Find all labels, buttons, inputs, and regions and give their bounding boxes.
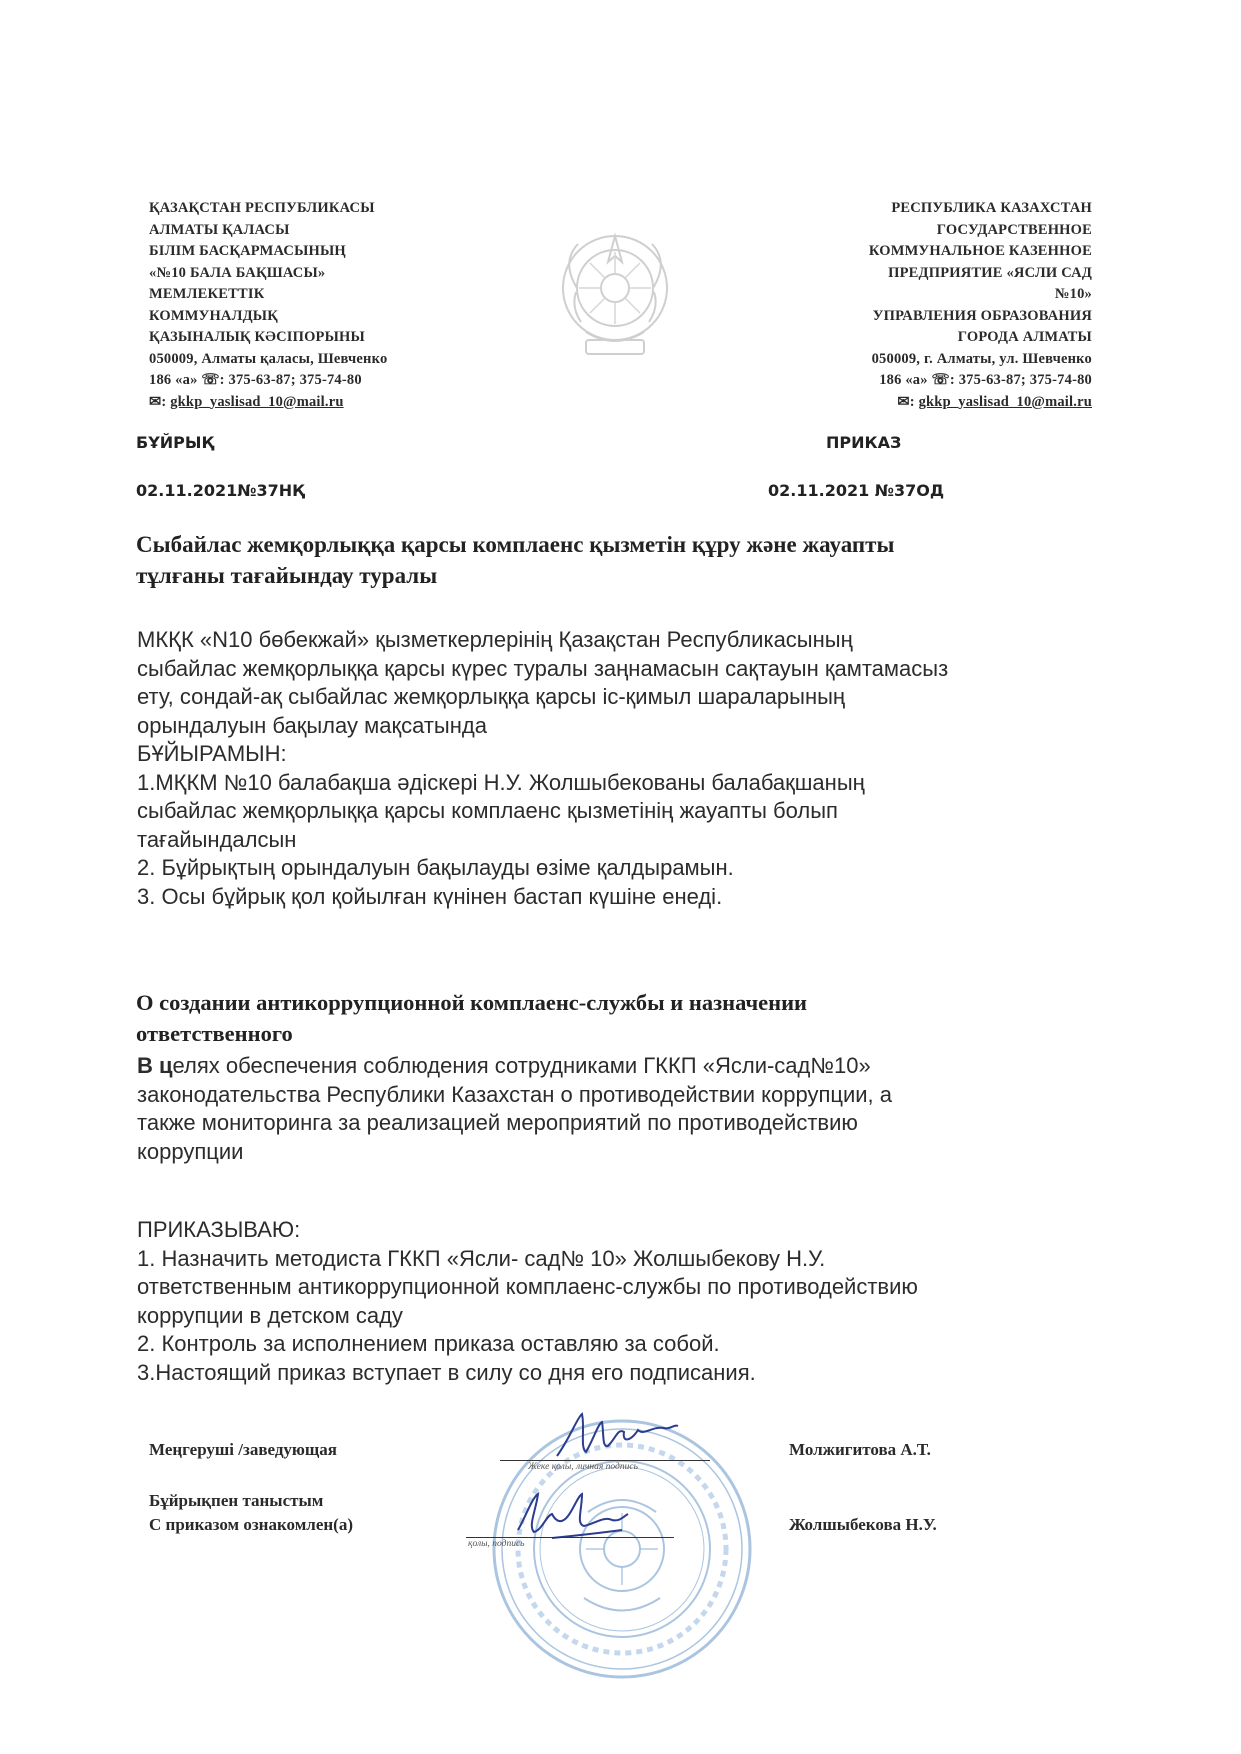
header-left-line: АЛМАТЫ ҚАЛАСЫ (149, 221, 290, 238)
header-right-line: КОММУНАЛЬНОЕ КАЗЕННОЕ (868, 243, 1092, 259)
kz-title-line: тұлғаны тағайындау туралы (136, 563, 438, 588)
ru-body-intro-rest: елях обеспечения соблюдения сотрудниками ГККП «Ясли-сад№10» (172, 1053, 871, 1078)
header-left-line: 186 «а» ☏: 375-63-87; 375-74-80 (149, 372, 362, 388)
order-number-kz: 02.11.2021№37НҚ (136, 481, 305, 500)
envelope-icon: ✉ (149, 393, 162, 410)
header-right-line: ПРЕДПРИЯТИЕ «ЯСЛИ САД (888, 264, 1092, 281)
kz-body-line: МКҚК «N10 бөбекжай» қызметкерлерінің Қазақстан Республикасының (137, 627, 853, 652)
ru-body-line: законодательства Республики Казахстан о противодействии коррупции, а (137, 1081, 892, 1107)
header-left-line: БІЛІМ БАСҚАРМАСЫНЫҢ (149, 243, 346, 259)
ru-order-line: 3.Настоящий приказ вступает в силу со дня его подписания. (137, 1359, 756, 1385)
kz-body-line: 2. Бұйрықтың орындалуын бақылауды өзіме қалдырамын. (137, 855, 734, 880)
kz-body-line: 3. Осы бұйрық қол қойылған күнінен бастап күшіне енеді. (137, 883, 723, 909)
ack-ru: С приказом ознакомлен(а) (149, 1515, 353, 1534)
header-left-line: 050009, Алматы қаласы, Шевченко (149, 350, 388, 367)
header-right-email[interactable]: gkkp_yaslisad_10@mail.ru (918, 393, 1092, 410)
ru-title (136, 987, 807, 1049)
ru-order-line: коррупции в детском саду (137, 1302, 403, 1328)
header-left (149, 198, 387, 413)
kz-body-line: тағайындалсын (137, 826, 297, 852)
head-role: Меңгеруші /заведующая (149, 1440, 337, 1459)
signature-caption-1: Жеке қолы, личная подпись (528, 1462, 638, 1472)
header-left-line: ҚАЗЫНАЛЫҚ КӘСІПОРЫНЫ (149, 329, 365, 345)
signature-caption-2: қолы, подпись (468, 1539, 525, 1549)
employee-signature-icon (512, 1486, 632, 1544)
header-right-email-row: ✉: gkkp_yaslisad_10@mail.ru (897, 393, 1092, 410)
kz-body (137, 626, 948, 911)
header-right-line: ГОСУДАРСТВЕННОЕ (936, 221, 1092, 238)
signature-line-1 (500, 1460, 710, 1461)
header-right-line: ГОРОДА АЛМАТЫ (957, 329, 1092, 345)
header-right (869, 198, 1092, 413)
kz-body-line: ету, сондай-ақ сыбайлас жемқорлыққа қарсы іс-қимыл шараларының (137, 684, 846, 709)
header-left-email-row: ✉: gkkp_yaslisad_10@mail.ru (149, 393, 344, 410)
ru-order (137, 1216, 918, 1387)
employee-name: Жолшыбекова Н.У. (789, 1515, 937, 1534)
header-right-line: 050009, г. Алматы, ул. Шевченко (871, 350, 1092, 367)
ru-title-line: О создании антикоррупционной комплаенс-службы и назначении (136, 990, 808, 1015)
kz-body-line: БҰЙЫРАМЫН: (137, 741, 287, 766)
envelope-icon: ✉ (897, 393, 910, 410)
ru-order-line: 2. Контроль за исполнением приказа оставляю за собой. (137, 1331, 720, 1356)
kz-title-line: Сыбайлас жемқорлыққа қарсы комплаенс қызметін құру және жауапты (136, 532, 895, 557)
ru-body-intro-bold: В ц (137, 1053, 173, 1078)
order-label-ru: ПРИКАЗ (826, 433, 902, 452)
header-left-line: КОММУНАЛДЫҚ (149, 307, 278, 324)
ru-order-line: 1. Назначить методиста ГККП «Ясли- сад№ 10» Жолшыбекову Н.У. (137, 1245, 826, 1271)
ru-body (137, 1052, 892, 1166)
ru-body-line: коррупции (137, 1138, 244, 1164)
ru-order-line: ответственным антикоррупционной комплаенс-службы по противодействию (137, 1274, 918, 1299)
header-right-line: №10» (1054, 286, 1092, 302)
signature-line-2 (466, 1537, 674, 1538)
ru-body-line: также мониторинга за реализацией мероприятий по противодействию (137, 1110, 858, 1135)
ru-title-line: ответственного (136, 1021, 293, 1046)
ru-order-word: ПРИКАЗЫВАЮ: (137, 1217, 301, 1242)
kz-body-line: сыбайлас жемқорлыққа қарсы күрес туралы заңнамасын сақтауын қамтамасыз (137, 655, 949, 681)
order-label-kz: БҰЙРЫҚ (136, 433, 214, 452)
kz-body-line: орындалуын бақылау мақсатында (137, 712, 487, 738)
kz-title (136, 529, 894, 591)
header-right-line: УПРАВЛЕНИЯ ОБРАЗОВАНИЯ (872, 307, 1092, 324)
head-signature-icon (552, 1408, 682, 1468)
kz-body-line: 1.МҚКМ №10 балабақша әдіскері Н.У. Жолшыбекованы балабақшаның (137, 769, 865, 795)
head-name: Молжигитова А.Т. (789, 1440, 931, 1459)
header-right-line: РЕСПУБЛИКА КАЗАХСТАН (891, 200, 1092, 216)
state-emblem-icon (556, 222, 674, 368)
ack-kz: Бұйрықпен таныстым (149, 1491, 324, 1510)
header-left-line: МЕМЛЕКЕТТІК (149, 286, 265, 302)
header-right-line: 186 «а» ☏: 375-63-87; 375-74-80 (879, 372, 1092, 388)
header-left-line: ҚАЗАҚСТАН РЕСПУБЛИКАСЫ (149, 200, 375, 216)
order-number-ru: 02.11.2021 №37ОД (768, 481, 945, 500)
header-left-email[interactable]: gkkp_yaslisad_10@mail.ru (170, 393, 344, 410)
kz-body-line: сыбайлас жемқорлыққа қарсы комплаенс қызметінің жауапты болып (137, 798, 838, 823)
ru-body-intro (137, 1052, 892, 1081)
header-left-line: «№10 БАЛА БАҚШАСЫ» (149, 264, 326, 281)
